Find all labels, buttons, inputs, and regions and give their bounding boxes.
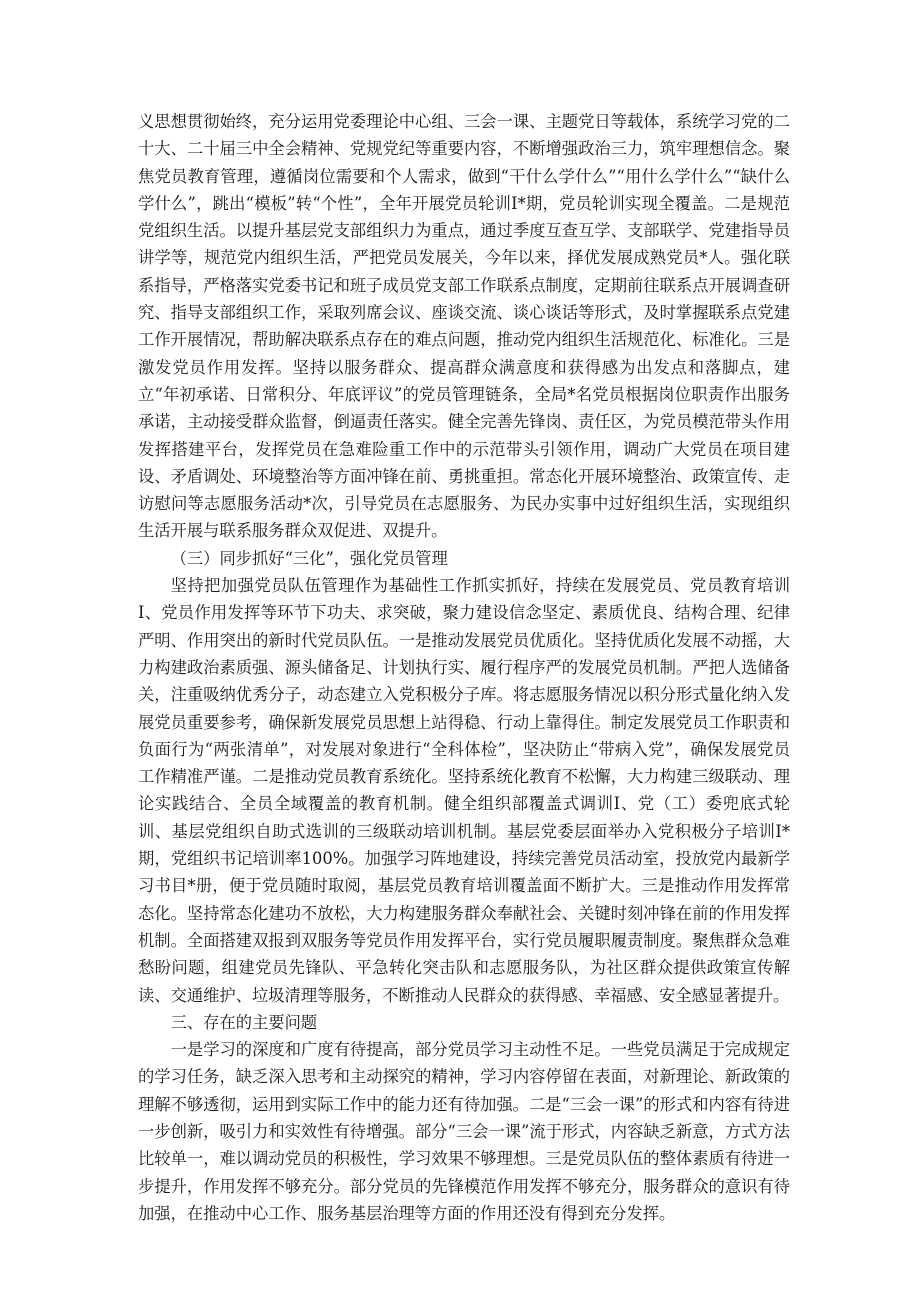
document-page: [138, 108, 790, 1227]
section-3-heading: （三）同步抓好“三化”，强化党员管理: [170, 548, 448, 568]
continuation-paragraph: 义思想贯彻始终，充分运用党委理论中心组、三会一课、主题党日等载体，系统学习党的二十大、二十届三中全会精神、党规党纪等重要内容，不断增强政治三力，筑牢理想信念。聚焦党员教育管理，遵循岗位需要和个人需求，做到“干什么学什么”“用什么学什么”“缺什么学什么”，跳出“模板”转“个性”，全年开展党员轮训I*期，党员轮训实现全覆盖。二是规范党组织生活。以提升基层党支部组织力为重点，通过季度互查互学、支部联学、党建指导员讲学等，规范党内组织生活，严把党员发展关，今年以来，择优发展成熟党员*人。强化联系指导，严格落实党委书记和班子成员党支部工作联系点制度，定期前往联系点开展调查研究、指导支部组织工作，采取列席会议、座谈交流、谈心谈话等形式，及时掌握联系点党建工作开展情况，帮助解决联系点存在的难点问题，推动党内组织生活规范化、标准化。三是激发党员作用发挥。坚持以服务群众、提高群众满意度和获得感为出发点和落脚点，建立“年初承诺、日常积分、年底评议”的党员管理链条，全局*名党员根据岗位职责作出服务承诺，主动接受群众监督，倒逼责任落实。健全完善先锋岗、责任区，为党员模范带头作用发挥搭建平台，发挥党员在急难险重工作中的示范带头引领作用，调动广大党员在项目建设、矛盾调处、环境整治等方面冲锋在前、勇挑重担。常态化开展环境整治、政策宣传、走访慰问等志愿服务活动*次，引导党员在志愿服务、为民办实事中过好组织生活，实现组织生活开展与联系服务群众双促进、双提升。: [138, 112, 790, 541]
part-3-heading: 三、存在的主要问题: [170, 1012, 318, 1032]
section-3-paragraph: 坚持把加强党员队伍管理作为基础性工作抓实抓好，持续在发展党员、党员教育培训I、党员作用发挥等环节下功夫、求突破，聚力建设信念坚定、素质优良、结构合理、纪律严明、作用突出的新时代党员队伍。一是推动发展党员优质化。坚持优质化发展不动摇，大力构建政治素质强、源头储备足、计划执行实、履行程序严的发展党员机制。严把人选储备关，注重吸纳优秀分子，动态建立入党积极分子库。将志愿服务情况以积分形式量化纳入发展党员重要参考，确保新发展党员思想上站得稳、行动上靠得住。制定发展党员工作职责和负面行为“两张清单”，对发展对象进行“全科体检”，坚决防止“带病入党”，确保发展党员工作精准严谨。二是推动党员教育系统化。坚持系统化教育不松懈，大力构建三级联动、理论实践结合、全员全域覆盖的教育机制。健全组织部覆盖式调训I、党（工）委兜底式轮训、基层党组织自助式选训的三级联动培训机制。基层党委层面举办入党积极分子培训I*期，党组织书记培训率100%。加强学习阵地建设，持续完善党员活动室，投放党内最新学习书目*册，便于党员随时取阅，基层党员教育培训覆盖面不断扩大。三是推动作用发挥常态化。坚持常态化建功不放松，大力构建服务群众奉献社会、关键时刻冲锋在前的作用发挥机制。全面搭建双报到双服务等党员作用发挥平台，实行党员履职履责制度。聚焦群众急难愁盼问题，组建党员先锋队、平急转化突击队和志愿服务队，为社区群众提供政策宣传解读、交通维护、垃圾清理等服务，不断推动人民群众的获得感、幸福感、安全感显著提升。: [138, 576, 790, 1005]
part-3-paragraph: 一是学习的深度和广度有待提高，部分党员学习主动性不足。一些党员满足于完成规定的学习任务，缺乏深入思考和主动探究的精神，学习内容停留在表面，对新理论、新政策的理解不够透彻，运用到实际工作中的能力还有待加强。二是“三会一课”的形式和内容有待进一步创新，吸引力和实效性有待增强。部分“三会一课”流于形式，内容缺乏新意，方式方法比较单一，难以调动党员的积极性，学习效果不够理想。三是党员队伍的整体素质有待进一步提升，作用发挥不够充分。部分党员的先锋模范作用发挥不够充分，服务群众的意识有待加强，在推动中心工作、服务基层治理等方面的作用还没有得到充分发挥。: [138, 1040, 790, 1223]
